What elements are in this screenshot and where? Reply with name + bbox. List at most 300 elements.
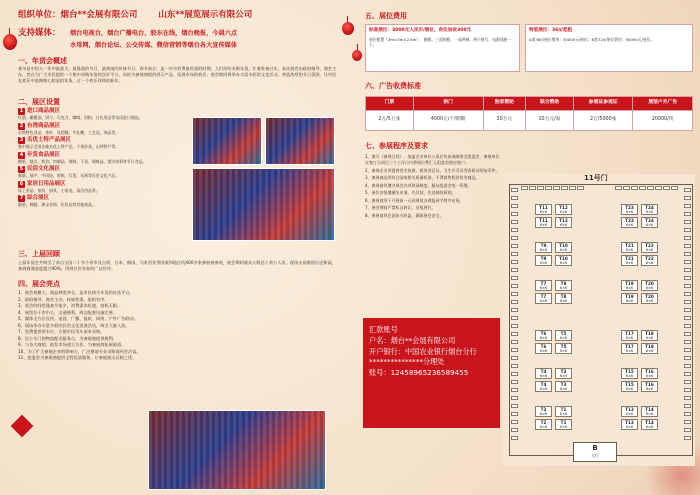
- procedure-item: 1、填写《参展合同》，加盖企业单位公章后传真或邮寄至组委会，参展单位在签订合同后三个工作日内将展位费汇入组委会指定账户。: [365, 154, 500, 165]
- booth-t5: [555, 330, 572, 341]
- highlights-list: [18, 290, 338, 362]
- booth-t12: [555, 204, 572, 215]
- booth-label: T17: [625, 331, 634, 336]
- chinese-knot-decoration: [11, 415, 34, 438]
- booth-t6: [535, 343, 552, 354]
- booth-t6: [535, 330, 552, 341]
- booth-t17: [621, 343, 638, 354]
- perimeter-stall: [511, 412, 518, 416]
- bank-account-number: 账号：12458965236589455: [369, 368, 469, 378]
- perimeter-stall: [684, 244, 691, 248]
- perimeter-stall: [511, 292, 518, 296]
- perimeter-stall: [684, 412, 691, 416]
- booth-size: 6×6: [539, 425, 548, 429]
- booth-size: 6×6: [539, 210, 548, 214]
- booth-t21: [621, 242, 638, 253]
- booth-t9: [535, 255, 552, 266]
- booth-label: T12: [559, 205, 568, 210]
- booth-label: T10: [559, 256, 568, 261]
- perimeter-stall: [684, 436, 691, 440]
- booth-label: T16: [645, 369, 654, 374]
- organizer-label: 组织单位：: [18, 10, 61, 20]
- booth-size: 6×6: [559, 336, 568, 340]
- booth-size: 6×6: [645, 387, 654, 391]
- procedure-list: [365, 154, 500, 220]
- organizer-name: 烟台**会展有限公司: [60, 10, 138, 20]
- booth-label: T4: [540, 382, 547, 387]
- perimeter-stall: [684, 188, 691, 192]
- booth-size: 6×6: [539, 412, 548, 416]
- booth-label: T7: [540, 294, 547, 299]
- booth-label: T18: [645, 331, 654, 336]
- booth-t2: [535, 419, 552, 430]
- booth-size: 6×6: [645, 261, 654, 265]
- perimeter-stall: [615, 186, 622, 190]
- section-fees-title: 五、展位费用: [365, 12, 407, 20]
- highlight-item: 9、与各大商超、批发市场建立合作，为参展商拓展渠道。: [18, 342, 126, 347]
- perimeter-stall: [655, 186, 662, 190]
- special-booth-desc: A类36㎡展位费用：30000元/展位；B类72㎡展位费用：50000元/展位。: [529, 37, 655, 43]
- booth-label: T2: [540, 420, 547, 425]
- booth-t22: [641, 242, 658, 253]
- booth-label: T21: [625, 243, 634, 248]
- zone-item: [18, 152, 188, 165]
- perimeter-stall: [684, 260, 691, 264]
- booth-t14: [641, 419, 658, 430]
- highlight-item: 3、展会时间恰逢春节前夕，消费需求旺盛，商机无限。: [18, 303, 122, 308]
- zone-item: [18, 166, 188, 179]
- zone-number: 5: [19, 166, 24, 173]
- highlight-item: 7、免费提供停车位，方便市民驾车前来采购。: [18, 329, 105, 334]
- booth-size: 6×6: [539, 223, 548, 227]
- booth-label: T2: [540, 407, 547, 412]
- booth-size: 6×6: [625, 349, 634, 353]
- organizer-line: [18, 10, 252, 21]
- perimeter-stall: [537, 186, 544, 190]
- perimeter-stall: [684, 212, 691, 216]
- lantern-decoration: [342, 22, 354, 35]
- bank-account-name: 户名：烟台**会展有限公司: [369, 335, 456, 345]
- booth-size: 6×6: [539, 261, 548, 265]
- booth-size: 6×6: [645, 286, 654, 290]
- perimeter-stall: [639, 186, 646, 190]
- zone-name: 名优土特产品展区: [27, 137, 72, 143]
- booth-size: 6×6: [539, 336, 548, 340]
- booth-label: T9: [540, 256, 547, 261]
- booth-size: 6×6: [539, 387, 548, 391]
- zone-name: 进口商品展区: [27, 108, 61, 114]
- booth-label: T15: [625, 382, 634, 387]
- zone-title: [18, 166, 188, 173]
- perimeter-stall: [684, 428, 691, 432]
- ad-fee-value-row: [366, 111, 693, 131]
- floor-plan: [503, 174, 695, 466]
- perimeter-stall: [684, 308, 691, 312]
- booth-label: T11: [539, 205, 548, 210]
- booth-label: T22: [645, 256, 654, 261]
- zone-number: 3: [19, 137, 24, 144]
- zone-name: 台湾商品展区: [27, 122, 61, 129]
- zone-item: [18, 137, 188, 150]
- booth-label: T19: [625, 281, 634, 286]
- booth-t24: [641, 217, 658, 228]
- ad-fee-header-row: [366, 97, 693, 111]
- section-overview-body: 春节是中国人一年中最重大、最隆重的节日，最热闹的传统节日。春节前夕，是一年中消费最旺盛的时期，人们纷纷采购年货，忙着准备过年。本次展会由政府指导，商会主办，旨在为广大市民提供一个集中采购年货的良好平台，同时为参展商提供展示产品、拓展市场的机会。展会期间将举办丰富多彩的文化活动，营造浓厚的节日氛围，让市民在欢乐中选购称心如意的年货，过一个欢乐祥和的新年。: [18, 66, 337, 84]
- gate-label: 11号门: [581, 174, 611, 183]
- standard-booth-box: [365, 24, 520, 72]
- media-line-2: 水母网，烟台论坛、公交传媒、微信营销等烟台各大宣传媒体: [70, 42, 238, 49]
- booth-label: T8: [560, 281, 567, 286]
- perimeter-stall: [684, 348, 691, 352]
- booth-label: T3: [560, 382, 567, 387]
- booth-label: T13: [625, 420, 634, 425]
- booth-t15: [621, 368, 638, 379]
- booth-size: 6×6: [539, 349, 548, 353]
- section-review-body: 上届年货会共吸引了来自全国二十多个省市及台湾、日本、韩国、马来西亚等国家和地区的400多家参展商参展，展会期间观众人数达十余万人次，现场交易额创历史新高，参展商满意度超过90%，得到社会各界的广泛好评。: [18, 260, 336, 272]
- zone-number: 6: [19, 180, 24, 187]
- zone-name: 家居日用品展区: [27, 180, 66, 187]
- perimeter-stall: [511, 220, 518, 224]
- section-review-title: 三、上届回顾: [18, 250, 60, 258]
- booth-label: T5: [560, 344, 567, 349]
- procedure-item: 6、参展商须于开展前一天到展馆办理报到手续并布展。: [365, 197, 464, 203]
- booth-size: 6×6: [559, 286, 568, 290]
- booth-t10: [555, 242, 572, 253]
- expo-photo-4: [148, 410, 326, 490]
- booth-size: 6×6: [625, 387, 634, 391]
- perimeter-stall: [684, 268, 691, 272]
- booth-size: 6×6: [559, 223, 568, 227]
- perimeter-stall: [684, 316, 691, 320]
- zone-item: [18, 181, 188, 194]
- booth-t3: [555, 368, 572, 379]
- perimeter-stall: [511, 268, 518, 272]
- perimeter-stall: [647, 186, 654, 190]
- perimeter-stall: [511, 308, 518, 312]
- booth-label: T20: [645, 294, 654, 299]
- perimeter-stall: [511, 396, 518, 400]
- zone-name: 年货食品展区: [27, 151, 61, 158]
- booth-size: 6×6: [539, 248, 548, 252]
- expo-photo-1: [192, 117, 262, 165]
- procedure-item: 5、展位安排遵循先申请、先付款、先安排的原则。: [365, 190, 456, 195]
- zone-description: 服装、鞋帽、珠宝首饰、化妆品等其他商品。: [18, 202, 96, 208]
- section-zones-title: 二、展区设置: [18, 98, 60, 106]
- highlight-item: 2、政府指导、商会主办，权威性强，组织有序。: [18, 296, 109, 302]
- perimeter-stall: [511, 356, 518, 360]
- booth-size: 6×6: [625, 261, 634, 265]
- booth-t24: [641, 204, 658, 215]
- booth-t8: [555, 280, 572, 291]
- perimeter-stall: [684, 364, 691, 368]
- ad-header-cell: 拱门: [413, 97, 483, 111]
- booth-size: 6×6: [559, 387, 568, 391]
- booth-size: 6×6: [559, 210, 568, 214]
- ad-value-cell: 20000/块: [633, 111, 693, 131]
- co-organizer-name: 山东**展览展示有限公司: [158, 10, 253, 20]
- standard-booth-desc: 展位配置（3m×3m×2.5m）：楣板、三面围板、一桌两椅、两只射灯、电源插座一个。: [369, 37, 512, 48]
- perimeter-stall: [684, 396, 691, 400]
- perimeter-stall: [511, 204, 518, 208]
- ad-header-cell: 展馆户外广告: [633, 97, 693, 111]
- perimeter-stall: [671, 186, 678, 190]
- perimeter-stall: [511, 260, 518, 264]
- expo-photo-3: [192, 168, 335, 241]
- booth-label: T11: [539, 218, 548, 223]
- booth-size: 6×6: [559, 261, 568, 265]
- booth-label: T5: [560, 331, 567, 336]
- booth-t11: [535, 217, 552, 228]
- booth-size: 6×6: [559, 412, 568, 416]
- zone-title: [18, 123, 188, 130]
- booth-t23: [621, 217, 638, 228]
- booth-size: 6×6: [645, 336, 654, 340]
- highlight-item: 5、媒体全方位宣传，电视、广播、报纸、网络、户外广告联动。: [18, 316, 138, 321]
- zone-item: [18, 195, 188, 208]
- procedure-item: 4、参展商须遵守展会各项规章制度，服从组委会统一管理。: [365, 182, 472, 188]
- booth-t21: [621, 255, 638, 266]
- perimeter-stall: [511, 348, 518, 352]
- ad-value-cell: 10万元/家: [526, 111, 574, 131]
- perimeter-stall: [684, 356, 691, 360]
- perimeter-stall: [529, 186, 536, 190]
- booth-t5: [555, 343, 572, 354]
- booth-t23: [621, 204, 638, 215]
- booth-t19: [621, 280, 638, 291]
- ad-header-cell: 独家赞助: [483, 97, 526, 111]
- zone-title: [18, 181, 188, 188]
- perimeter-stall: [684, 292, 691, 296]
- booth-t2: [535, 406, 552, 417]
- hall-label: B: [592, 444, 598, 452]
- media-line-1: 烟台电视台，烟台广播电台，胶东在线，烟台晚报，今晨六点: [70, 30, 238, 37]
- booth-label: T23: [625, 205, 634, 210]
- booth-t19: [621, 293, 638, 304]
- zone-item: [18, 123, 188, 136]
- zone-description: 红酒、橄榄油、饼干、巧克力、咖啡、奶粉、日化用品等各国进口商品。: [18, 115, 143, 121]
- perimeter-stall: [511, 252, 518, 256]
- booth-t11: [535, 204, 552, 215]
- perimeter-stall: [511, 428, 518, 432]
- ad-header-cell: 参展证参观证: [573, 97, 633, 111]
- procedure-item: 8、参展商须注意防火防盗，确保展会安全。: [365, 212, 444, 218]
- booth-label: T9: [540, 243, 547, 248]
- booth-label: T10: [559, 243, 568, 248]
- perimeter-stall: [553, 186, 560, 190]
- perimeter-stall: [521, 186, 528, 190]
- perimeter-stall: [545, 186, 552, 190]
- highlight-item: 1、展会规模大、商品种类齐全，是市民购买年货的首选平台。: [18, 290, 134, 295]
- booth-label: T18: [645, 344, 654, 349]
- booth-t15: [621, 381, 638, 392]
- booth-t20: [641, 280, 658, 291]
- booth-t14: [641, 406, 658, 417]
- ad-fee-table: [365, 96, 693, 131]
- booth-t1: [555, 406, 572, 417]
- bank-title: 汇款账号: [369, 325, 398, 334]
- zone-name: 民俗文化展区: [27, 166, 61, 172]
- perimeter-stall: [511, 404, 518, 408]
- zone-title: [18, 108, 188, 115]
- perimeter-stall: [511, 284, 518, 288]
- highlight-item: 11、组委会为参展商提供全程优质服务，让参展商无后顾之忧。: [18, 355, 137, 360]
- special-booth-box: [525, 24, 693, 72]
- booth-size: 6×6: [625, 425, 634, 429]
- perimeter-stall: [511, 212, 518, 216]
- zone-title: [18, 195, 188, 202]
- perimeter-stall: [511, 332, 518, 336]
- perimeter-stall: [569, 186, 576, 190]
- booth-size: 6×6: [559, 349, 568, 353]
- media-label: 支持媒体：: [18, 28, 61, 38]
- booth-t8: [555, 293, 572, 304]
- booth-size: 6×6: [559, 425, 568, 429]
- perimeter-stall: [511, 316, 518, 320]
- booth-label: T17: [625, 344, 634, 349]
- perimeter-stall: [511, 236, 518, 240]
- perimeter-stall: [684, 388, 691, 392]
- booth-label: T15: [625, 369, 634, 374]
- procedure-item: 2、参展企业须提供营业执照、税务登记证、卫生许可证等资质证明复印件。: [365, 167, 500, 173]
- perimeter-stall: [684, 220, 691, 224]
- zone-number: 4: [19, 151, 24, 158]
- booth-size: 6×6: [539, 286, 548, 290]
- perimeter-stall: [684, 332, 691, 336]
- booth-label: T24: [645, 218, 654, 223]
- booth-t1: [555, 419, 572, 430]
- perimeter-stall: [511, 420, 518, 424]
- hall-sub-label: 大厅: [591, 453, 599, 458]
- ad-value-cell: 4000元/个/期期: [413, 111, 483, 131]
- booth-label: T1: [560, 420, 567, 425]
- booth-size: 6×6: [645, 210, 654, 214]
- booth-size: 6×6: [625, 299, 634, 303]
- booth-label: T21: [625, 256, 634, 261]
- booth-label: T19: [625, 294, 634, 299]
- zone-number: 1: [19, 108, 24, 115]
- booth-size: 6×6: [625, 374, 634, 378]
- perimeter-stall: [684, 404, 691, 408]
- lantern-decoration: [352, 50, 362, 61]
- hall-box: [573, 442, 617, 462]
- booth-label: T13: [625, 407, 634, 412]
- booth-size: 6×6: [625, 223, 634, 227]
- booth-label: T7: [540, 281, 547, 286]
- zone-description: 床上用品、家纺、厨具、小家电、清洁用品等。: [18, 187, 100, 193]
- section-ads-title: 六、广告收费标准: [365, 82, 421, 90]
- booth-size: 6×6: [645, 223, 654, 227]
- perimeter-stall: [684, 204, 691, 208]
- perimeter-stall: [684, 340, 691, 344]
- ad-value-cell: 2万/5000张: [573, 111, 633, 131]
- section-procedure-title: 七、参展程序及要求: [365, 142, 428, 150]
- booth-label: T14: [645, 420, 654, 425]
- perimeter-stall: [511, 364, 518, 368]
- booth-t7: [535, 293, 552, 304]
- booth-size: 6×6: [625, 412, 634, 416]
- booth-size: 6×6: [625, 210, 634, 214]
- perimeter-stall: [511, 188, 518, 192]
- zone-list: [18, 108, 188, 210]
- booth-t17: [621, 330, 638, 341]
- ad-value-cell: 2万/5万张: [366, 111, 414, 131]
- booth-label: T1: [560, 407, 567, 412]
- booth-t4: [535, 368, 552, 379]
- perimeter-stall: [511, 340, 518, 344]
- perimeter-stall: [511, 228, 518, 232]
- zone-description: 集中展示全国各地名优土特产品，干果炒货、山珍特产等。: [18, 144, 120, 150]
- booth-size: 6×6: [539, 374, 548, 378]
- zone-description: 糖果、糕点、熟食、肉制品、海鲜、干货、调味品、酒水饮料等节日食品。: [18, 158, 147, 164]
- procedure-item: 7、展会期间严禁私自转让、出租展位。: [365, 205, 436, 210]
- booth-size: 6×6: [645, 299, 654, 303]
- perimeter-stall: [561, 186, 568, 190]
- zone-number: 7: [19, 195, 24, 202]
- zone-description: 台湾特色食品、茶叶、凤梨酥、牛轧糖、工艺品、饰品等。: [18, 129, 120, 135]
- booth-t18: [641, 343, 658, 354]
- booth-size: 6×6: [645, 425, 654, 429]
- highlight-item: 8、设立专门的物流配送服务点，为参展商提供便利。: [18, 335, 117, 341]
- booth-t3: [555, 381, 572, 392]
- perimeter-stall: [511, 300, 518, 304]
- booth-size: 6×6: [559, 299, 568, 303]
- lantern-decoration: [3, 34, 17, 50]
- perimeter-stall: [511, 276, 518, 280]
- standard-booth-price: 标准展位：3000元人民币/展位，角位加收300元: [369, 28, 472, 33]
- zone-number: 2: [19, 122, 24, 129]
- perimeter-stall: [684, 380, 691, 384]
- booth-size: 6×6: [559, 374, 568, 378]
- special-booth-price: 特装展位：36㎡起租: [529, 28, 573, 33]
- procedure-item: 3、参展商品须符合国家相关质量标准，不得销售假冒伪劣商品。: [365, 175, 480, 180]
- zone-name: 综合展区: [27, 195, 50, 201]
- booth-t20: [641, 293, 658, 304]
- perimeter-stall: [623, 186, 630, 190]
- perimeter-stall: [511, 388, 518, 392]
- bank-branch: 开户银行：中国农业银行烟台分行***************分理处: [369, 346, 477, 367]
- booth-label: T6: [540, 344, 547, 349]
- booth-label: T6: [540, 331, 547, 336]
- perimeter-stall: [684, 252, 691, 256]
- booth-size: 6×6: [645, 349, 654, 353]
- booth-label: T12: [559, 218, 568, 223]
- booth-label: T14: [645, 407, 654, 412]
- booth-t9: [535, 242, 552, 253]
- booth-size: 6×6: [625, 336, 634, 340]
- perimeter-stall: [684, 228, 691, 232]
- booth-label: T23: [625, 218, 634, 223]
- perimeter-stall: [577, 186, 584, 190]
- perimeter-stall: [684, 324, 691, 328]
- booth-size: 6×6: [645, 374, 654, 378]
- perimeter-stall: [511, 244, 518, 248]
- highlight-item: 10、为了扩大参展企业的影响力，广泛邀请专业采购商到会洽谈。: [18, 348, 141, 354]
- perimeter-stall: [684, 236, 691, 240]
- ad-header-cell: 联合赞助: [526, 97, 574, 111]
- perimeter-stall: [663, 186, 670, 190]
- booth-t16: [641, 381, 658, 392]
- booth-t18: [641, 330, 658, 341]
- perimeter-stall: [684, 372, 691, 376]
- booth-size: 6×6: [625, 248, 634, 252]
- perimeter-stall: [511, 196, 518, 200]
- zone-item: [18, 108, 188, 121]
- zone-title: [18, 137, 188, 144]
- zone-title: [18, 152, 188, 159]
- perimeter-stall: [684, 284, 691, 288]
- booth-t13: [621, 406, 638, 417]
- booth-t10: [555, 255, 572, 266]
